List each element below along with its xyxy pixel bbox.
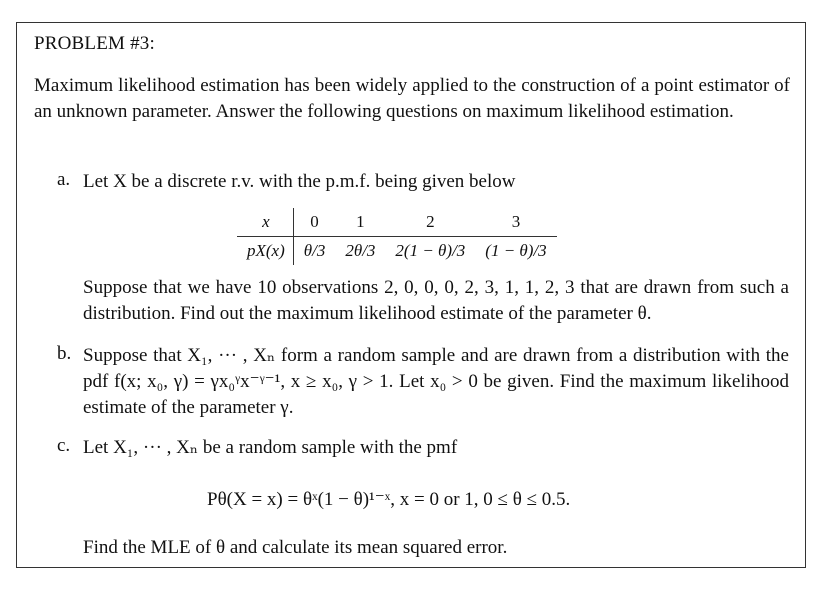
pmf-probability: (1 − θ)/3 bbox=[485, 241, 547, 260]
pmf-table-x-row bbox=[237, 208, 557, 237]
pmf-row-label-prob: pX(x) bbox=[237, 237, 293, 266]
pmf-equation: Pθ(X = x) = θˣ(1 − θ)¹⁻ˣ, x = 0 or 1, 0 ≤ θ ≤ 0.5. bbox=[207, 489, 571, 510]
item-c-marker: c. bbox=[57, 435, 71, 456]
problem-heading: PROBLEM #3: bbox=[34, 33, 155, 54]
item-a-marker: a. bbox=[57, 169, 71, 190]
pmf-table-prob-row bbox=[237, 237, 557, 266]
item-a-lead: Let X be a discrete r.v. with the p.m.f. being given below bbox=[83, 171, 516, 192]
pmf-probability: 2(1 − θ)/3 bbox=[395, 241, 466, 260]
problem-box bbox=[16, 22, 806, 568]
item-c-lead: Let X₁, ··· , Xₙ be a random sample with the pmf bbox=[83, 437, 458, 458]
pmf-probability: θ/3 bbox=[303, 241, 326, 260]
problem-intro: Maximum likelihood estimation has been widely applied to the construction of a point estimator of an unknown parameter. Answer the following questions on maximum likelihood estimation. bbox=[34, 75, 790, 122]
item-b-text: Suppose that X₁, ··· , Xₙ form a random sample and are drawn from a distribution with the pdf f(x; x₀, γ) = γx₀ᵞx⁻ᵞ⁻¹, x ≥ x₀, γ > 1. Let x₀ > 0 be given. Find the maximum likelihood estimate of the parameter γ. bbox=[83, 345, 789, 418]
pmf-x-value: 0 bbox=[293, 208, 335, 237]
pmf-x-value: 2 bbox=[385, 208, 475, 237]
item-c-text: Find the MLE of θ and calculate its mean squared error. bbox=[83, 537, 508, 558]
pmf-row-label-x: x bbox=[237, 208, 293, 237]
item-a-text: Suppose that we have 10 observations 2, 0, 0, 0, 2, 3, 1, 1, 2, 3 that are drawn from such a distribution. Find out the maximum likelihood estimate of the parameter θ. bbox=[83, 277, 789, 324]
item-b-marker: b. bbox=[57, 343, 72, 364]
pmf-x-value: 1 bbox=[335, 208, 385, 237]
pmf-table bbox=[237, 208, 557, 265]
pmf-probability: 2θ/3 bbox=[345, 241, 376, 260]
pmf-x-value: 3 bbox=[475, 208, 556, 237]
